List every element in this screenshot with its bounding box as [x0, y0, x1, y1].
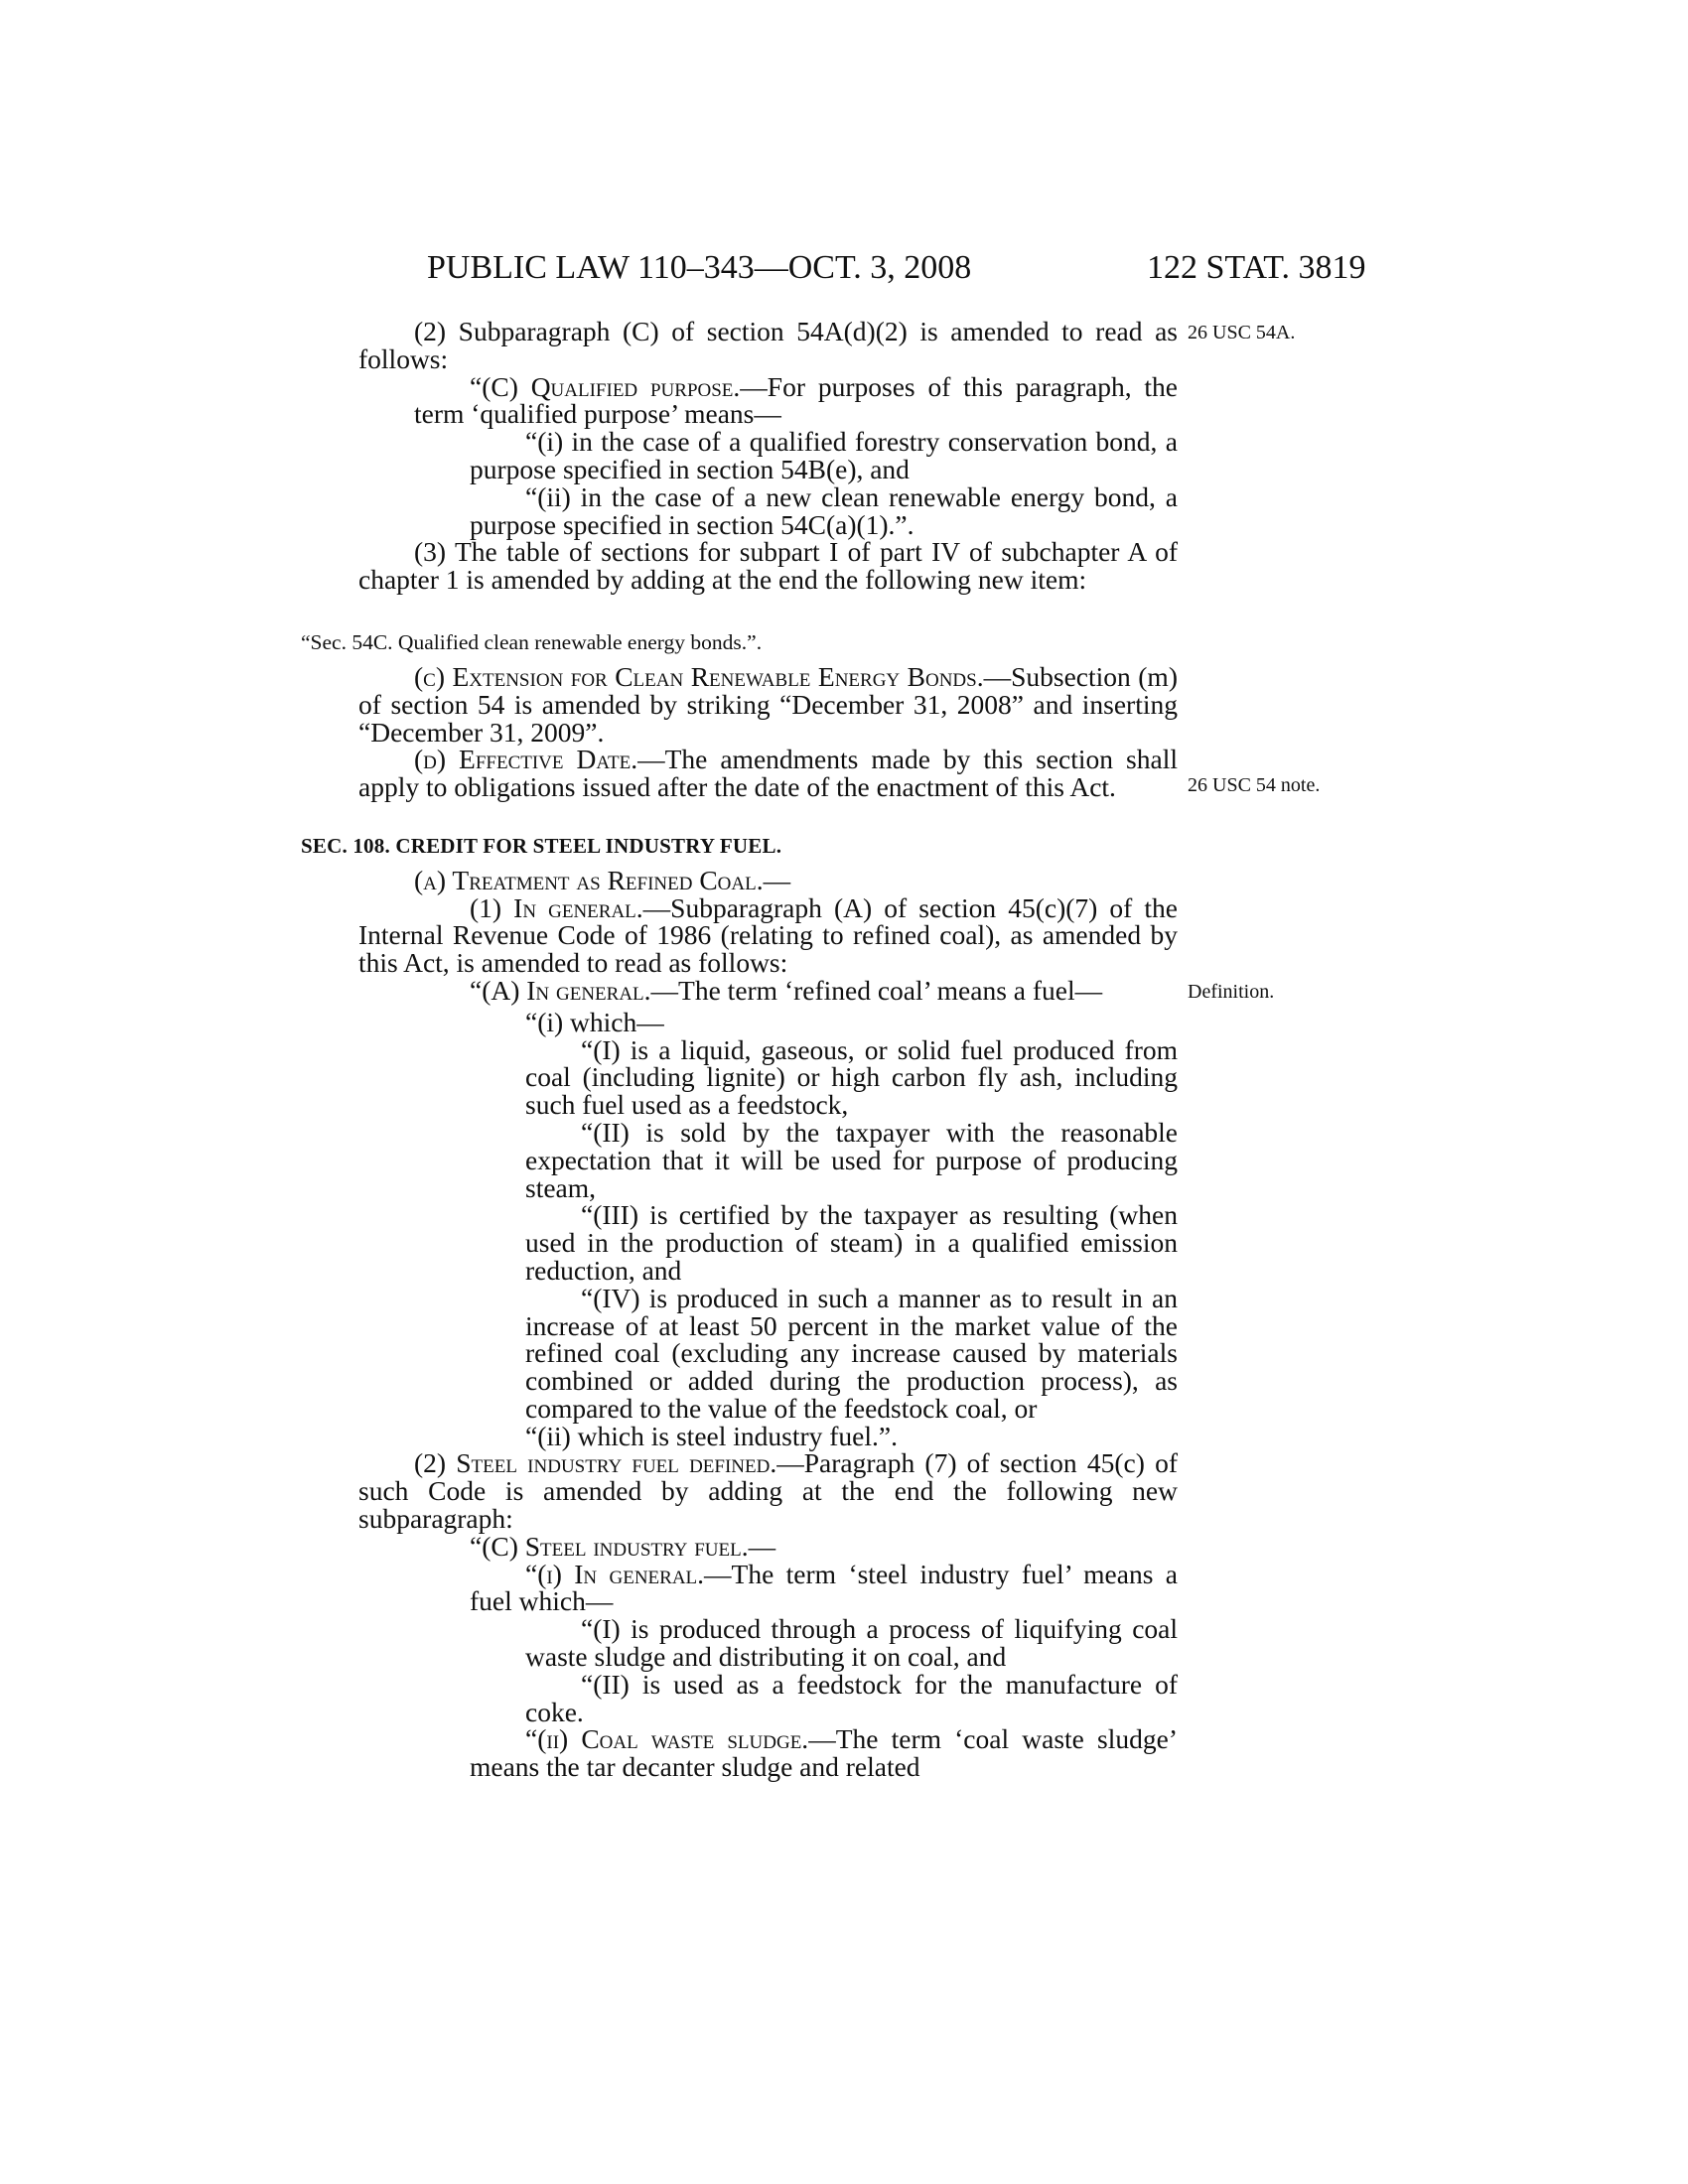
subsection-d-heading: (d) Effective Date.: [414, 744, 638, 775]
clause-ii: “(ii) in the case of a new clean renewable energy bond, a purpose specified in section 54C(a)(1).”.: [470, 480, 1178, 540]
clause-ii-steel: “(ii) which is steel industry fuel.”.: [525, 1420, 898, 1451]
paragraph-a2-text: —Paragraph (7) of section 45(c) of such Code is amended by adding at the end the following new subparagraph:: [358, 1447, 1178, 1535]
subsection-a: [358, 864, 1178, 895]
paragraph-2: (2) Subparagraph (C) of section 54A(d)(2) is amended to read as follows:: [358, 316, 1178, 374]
margin-note-usc-54-note: 26 USC 54 note.: [1188, 774, 1321, 796]
body-text: [301, 316, 1178, 1783]
running-header-right: 122 STAT. 3819: [1147, 249, 1366, 286]
table-of-sections-item: “Sec. 54C. Qualified clean renewable energy bonds.”.: [301, 629, 763, 654]
subsection-c-heading: (c) Extension for Clean Renewable Energy Bonds.: [414, 660, 984, 692]
subparagraph-c-heading: “(C) Qualified purpose.: [470, 370, 741, 402]
subsection-d-text: —The amendments made by this section shall apply to obligations issued after the date of the enactment of this Act.: [358, 744, 1178, 803]
subparagraph-c: [414, 370, 1178, 430]
subparagraph-c-steel-dash: —: [748, 1530, 776, 1562]
margin-note-definition: Definition.: [1188, 981, 1275, 1003]
clause-i: “(i) in the case of a qualified forestry conservation bond, a purpose specified in section 54B(e), and: [470, 426, 1178, 484]
subparagraph-c-text: —For purposes of this paragraph, the term ‘qualified purpose’ means—: [414, 370, 1178, 430]
paragraph-a1-text: —Subparagraph (A) of section 45(c)(7) of the Internal Revenue Code of 1986 (relating to refined coal), as amended by this Act, is amended to read as follows:: [358, 891, 1178, 979]
subsection-a-heading: (a) Treatment as Refined Coal.: [414, 864, 764, 895]
subclause-ci-II: “(II) is used as a feedstock for the manufacture of coke.: [525, 1668, 1178, 1727]
section-heading: SEC. 108. CREDIT FOR STEEL INDUSTRY FUEL.: [301, 833, 782, 858]
clause-i-which: “(i) which—: [525, 1006, 664, 1037]
subsection-c: [358, 660, 1178, 748]
subsection-c-text: —Subsection (m) of section 54 is amended by striking “December 31, 2008” and inserting “December 31, 2009”.: [358, 660, 1178, 748]
subclause-ci-I: “(I) is produced through a process of liquifying coal waste sludge and distributing it on coal, and: [525, 1613, 1178, 1673]
subclause-I: “(I) is a liquid, gaseous, or solid fuel produced from coal (including lignite) or high carbon fly ash, including such fuel used as a feedstock,: [525, 1033, 1178, 1121]
clause-ci: [470, 1558, 1178, 1617]
subparagraph-a: [414, 974, 1178, 1006]
running-header-left: PUBLIC LAW 110–343—OCT. 3, 2008: [427, 249, 972, 286]
subparagraph-c-steel: [414, 1530, 1178, 1562]
subsection-a-dash: —: [763, 864, 791, 895]
clause-ci-heading: “(i) In general.: [525, 1558, 705, 1589]
subclause-II: “(II) is sold by the taxpayer with the reasonable expectation that it will be used for purpose of producing steam,: [525, 1116, 1178, 1203]
subclause-III: “(III) is certified by the taxpayer as resulting (when used in the production of steam) in a qualified emission reduction, and: [525, 1199, 1178, 1286]
subparagraph-a-text: —The term ‘refined coal’ means a fuel—: [650, 974, 1103, 1006]
clause-cii-heading: “(ii) Coal waste sludge.: [525, 1723, 809, 1755]
clause-ci-text: —The term ‘steel industry fuel’ means a fuel which—: [470, 1558, 1178, 1617]
subparagraph-a-heading: “(A) In general.: [470, 974, 651, 1006]
subsection-d: [358, 746, 1178, 801]
margin-note-usc-54a: 26 USC 54A.: [1188, 322, 1296, 343]
paragraph-a2-heading: (2) Steel industry fuel defined.: [414, 1447, 777, 1479]
subparagraph-c-steel-heading: “(C) Steel industry fuel.: [470, 1530, 749, 1562]
paragraph-3: (3) The table of sections for subpart I of part IV of subchapter A of chapter 1 is amended by adding at the end the following new item:: [358, 536, 1178, 596]
paragraph-a1: [358, 891, 1178, 979]
paragraph-a2: [358, 1447, 1178, 1535]
clause-cii: [470, 1725, 1178, 1781]
subclause-IV: “(IV) is produced in such a manner as to result in an increase of at least 50 percent in the market value of the refined coal (excluding any increase caused by materials combined or added during the production process), as compared to the value of the feedstock coal, or: [525, 1282, 1178, 1424]
paragraph-a1-heading: (1) In general.: [470, 891, 643, 923]
clause-cii-text: —The term ‘coal waste sludge’ means the tar decanter sludge and related: [470, 1723, 1178, 1783]
